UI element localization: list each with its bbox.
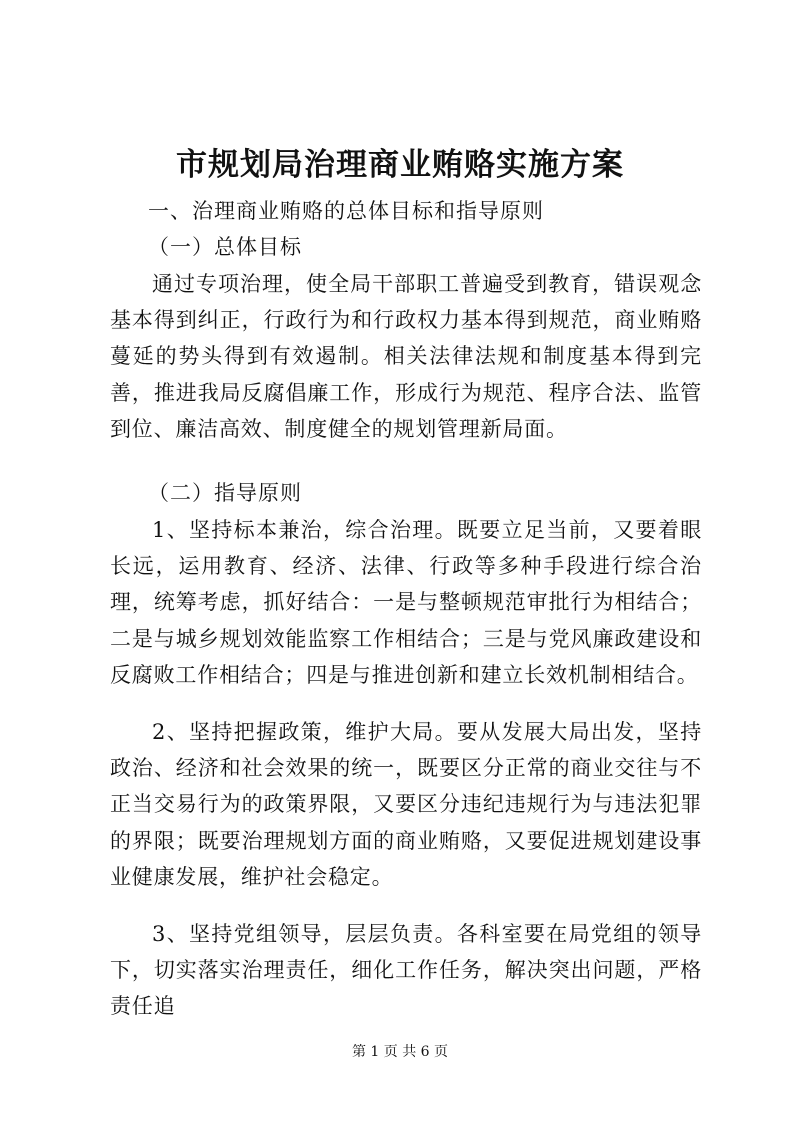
paragraph-principle-1: 1、坚持标本兼治，综合治理。既要立足当前，又要着眼长远，运用教育、经济、法律、行政等多种手段进行综合治理，统筹考虑，抓好结合：一是与整顿规范审批行为相结合；二是与城乡规划效能监察工作相结合；三是与党风廉政建设和反腐败工作相结合；四是与推进创新和建立长效机制相结合。 [110,518,702,687]
paragraph-principle-3: 3、坚持党组领导，层层负责。各科室要在局党组的领导下，切实落实治理责任，细化工作任务，解决突出问题，严格责任追 [110,922,702,1019]
paragraph-goal: 通过专项治理，使全局干部职工普遍受到教育，错误观念基本得到纠正，行政行为和行政权力基本得到规范，商业贿赂蔓延的势头得到有效遏制。相关法律法规和制度基本得到完善，推进我局反腐倡廉工作，形成行为规范、程序合法、监管到位、廉洁高效、制度健全的规划管理新局面。 [110,272,702,441]
subsection-heading-goal: （一）总体目标 [148,235,302,259]
page-footer: 第 1 页 共 6 页 [351,1044,449,1060]
subsection-heading-principles: （二）指导原则 [148,481,302,505]
paragraph-principle-2: 2、坚持把握政策，维护大局。要从发展大局出发，坚持政治、经济和社会效果的统一，既要区分正常的商业交往与不正当交易行为的政策界限，又要区分违纪违规行为与违法犯罪的界限；既要治理规划方面的商业贿赂，又要促进规划建设事业健康发展，维护社会稳定。 [110,720,702,889]
section-heading: 一、治理商业贿赂的总体目标和指导原则 [148,199,544,223]
document-title: 市规划局治理商业贿赂实施方案 [176,147,624,183]
